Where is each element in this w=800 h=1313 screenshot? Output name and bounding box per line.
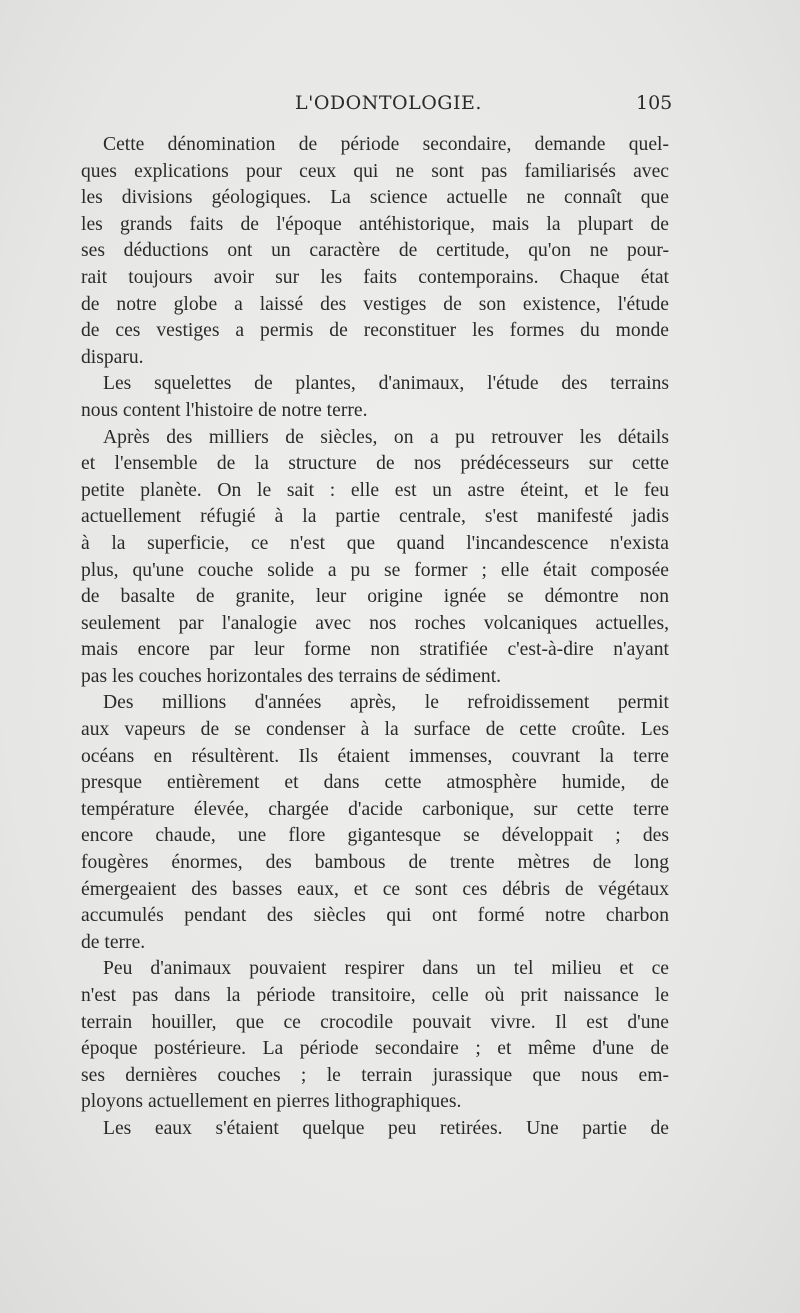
- text-line: ques explications pour ceux qui ne sont pas familiarisés avec: [81, 160, 669, 182]
- text-line: les grands faits de l'époque antéhistorique, mais la plupart de: [81, 213, 669, 235]
- text-line: seulement par l'analogie avec nos roches volcaniques actuelles,: [81, 612, 669, 634]
- text-line: Peu d'animaux pouvaient respirer dans un tel milieu et ce: [103, 958, 669, 980]
- text-line: et l'ensemble de la structure de nos prédécesseurs sur cette: [81, 453, 669, 475]
- text-line: ses dernières couches ; le terrain jurassique que nous em-: [81, 1064, 669, 1086]
- text-line: encore chaude, une flore gigantesque se développait ; des: [81, 825, 669, 847]
- text-line: presque entièrement et dans cette atmosphère humide, de: [81, 772, 669, 794]
- text-line: de ces vestiges a permis de reconstituer les formes du monde: [81, 320, 669, 342]
- text-line: nous content l'histoire de notre terre.: [81, 399, 368, 421]
- page-number: 105: [636, 92, 673, 114]
- text-line: pas les couches horizontales des terrains de sédiment.: [81, 665, 502, 687]
- text-line: disparu.: [81, 346, 144, 368]
- text-line: Les eaux s'étaient quelque peu retirées. Une partie de: [103, 1117, 669, 1139]
- text-line: émergeaient des basses eaux, et ce sont ces débris de végétaux: [81, 878, 669, 900]
- text-line: mais encore par leur forme non stratifiée c'est-à-dire n'ayant: [81, 639, 669, 661]
- running-head: [0, 92, 800, 118]
- text-line: époque postérieure. La période secondaire ; et même d'une de: [81, 1038, 669, 1060]
- text-line: plus, qu'une couche solide a pu se former ; elle était composée: [81, 559, 669, 581]
- text-line: à la superficie, ce n'est que quand l'incandescence n'exista: [81, 532, 669, 554]
- text-line: de terre.: [81, 931, 146, 953]
- text-line: ses déductions ont un caractère de certitude, qu'on ne pour-: [81, 240, 669, 262]
- body-text: [81, 132, 669, 1143]
- text-line: les divisions géologiques. La science actuelle ne connaît que: [81, 187, 669, 209]
- text-line: n'est pas dans la période transitoire, celle où prit naissance le: [81, 985, 669, 1006]
- text-line: ployons actuellement en pierres lithographiques.: [81, 1091, 462, 1113]
- text-line: fougères énormes, des bambous de trente mètres de long: [81, 852, 669, 874]
- text-line: océans en résultèrent. Ils étaient immenses, couvrant la terre: [81, 745, 669, 767]
- text-line: Cette dénomination de période secondaire, demande quel-: [103, 134, 669, 155]
- text-line: actuellement réfugié à la partie centrale, s'est manifesté jadis: [81, 506, 669, 528]
- text-line: aux vapeurs de se condenser à la surface de cette croûte. Les: [81, 719, 669, 741]
- text-line: terrain houiller, que ce crocodile pouvait vivre. Il est d'une: [81, 1011, 669, 1033]
- text-line: petite planète. On le sait : elle est un astre éteint, et le feu: [81, 479, 669, 501]
- text-line: accumulés pendant des siècles qui ont formé notre charbon: [81, 905, 669, 927]
- text-line: de notre globe a laissé des vestiges de son existence, l'étude: [81, 293, 669, 315]
- text-line: de basalte de granite, leur origine ignée se démontre non: [81, 586, 669, 608]
- text-line: Les squelettes de plantes, d'animaux, l'étude des terrains: [103, 373, 669, 395]
- text-line: température élevée, chargée d'acide carbonique, sur cette terre: [81, 798, 669, 820]
- text-line: Après des milliers de siècles, on a pu retrouver les détails: [103, 426, 669, 448]
- text-line: Des millions d'années après, le refroidissement permit: [103, 692, 669, 714]
- running-title: L'ODONTOLOGIE.: [295, 92, 482, 114]
- text-line: rait toujours avoir sur les faits contemporains. Chaque état: [81, 266, 669, 288]
